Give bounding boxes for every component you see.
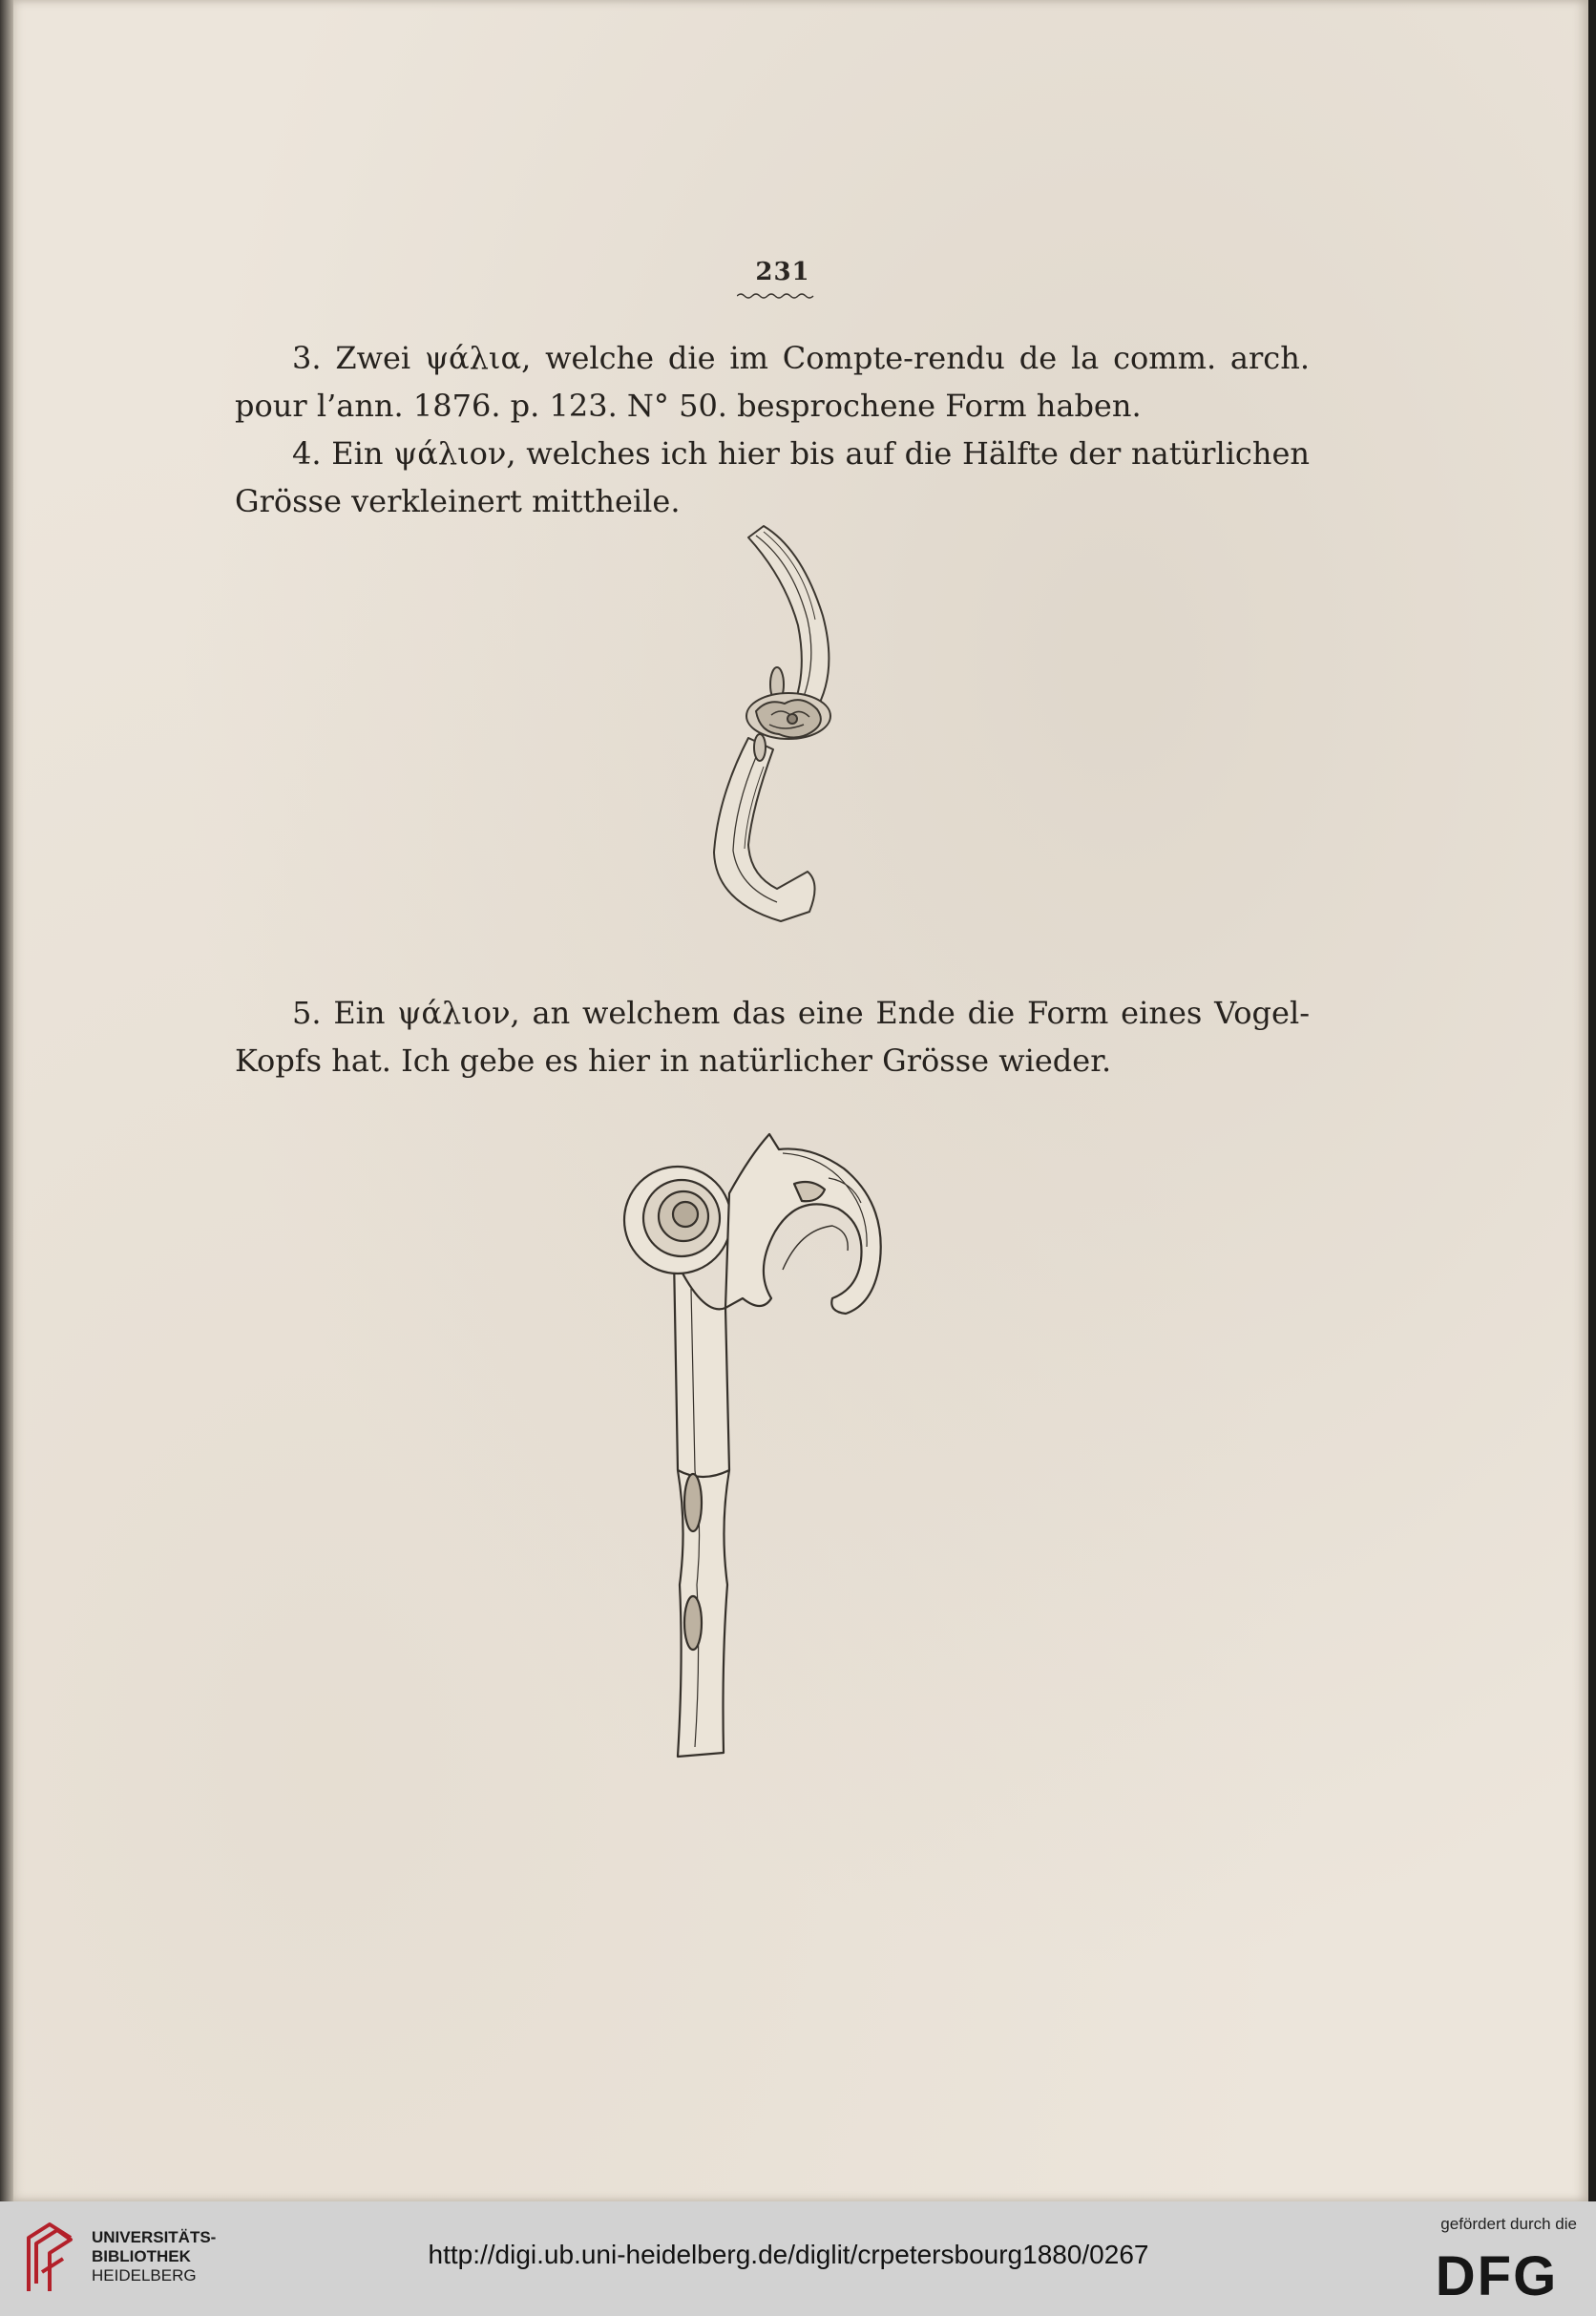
curved-psalion-illustration [697, 520, 850, 931]
dfg-logo-text: DFG [1435, 2245, 1559, 2303]
library-name-line1: UNIVERSITÄTS- [92, 2228, 217, 2246]
bird-head-psalion-illustration [611, 1126, 955, 1776]
page-number-wavy-rule [737, 292, 815, 300]
paragraph-item-3: 3. Zwei ψάλια, welche die im Compte-rendu de la comm. arch. pour l’ann. 1876. p. 123. N° 50. besprochene Form haben. [235, 340, 1310, 424]
text-block-top [235, 334, 1310, 525]
ub-heidelberg-logo-icon[interactable] [21, 2215, 78, 2301]
funding-caption: gefördert durch die [1440, 2215, 1577, 2233]
scanned-page [13, 0, 1588, 2201]
permalink-url[interactable]: http://digi.ub.uni-heidelberg.de/diglit/crpetersbourg1880/0267 [428, 2240, 1149, 2269]
page-edge [0, 0, 13, 2201]
library-name-line2: BIBLIOTHEK [92, 2247, 191, 2265]
paragraph-item-4: 4. Ein ψάλιον, welches ich hier bis auf die Hälfte der natürlichen Grösse verkleinert mittheile. [235, 435, 1310, 519]
text-block-bottom [235, 989, 1310, 1084]
library-name [92, 2228, 216, 2285]
footer-bar [0, 2201, 1596, 2316]
library-name-line3: HEIDELBERG [92, 2266, 197, 2284]
paragraph-item-5: 5. Ein ψάλιον, an welchem das eine Ende die Form eines Vogel-Kopfs hat. Ich gebe es hier in natürlicher Grösse wieder. [235, 995, 1310, 1079]
page-number: 231 [755, 258, 810, 286]
dfg-logo[interactable] [1418, 2245, 1575, 2303]
